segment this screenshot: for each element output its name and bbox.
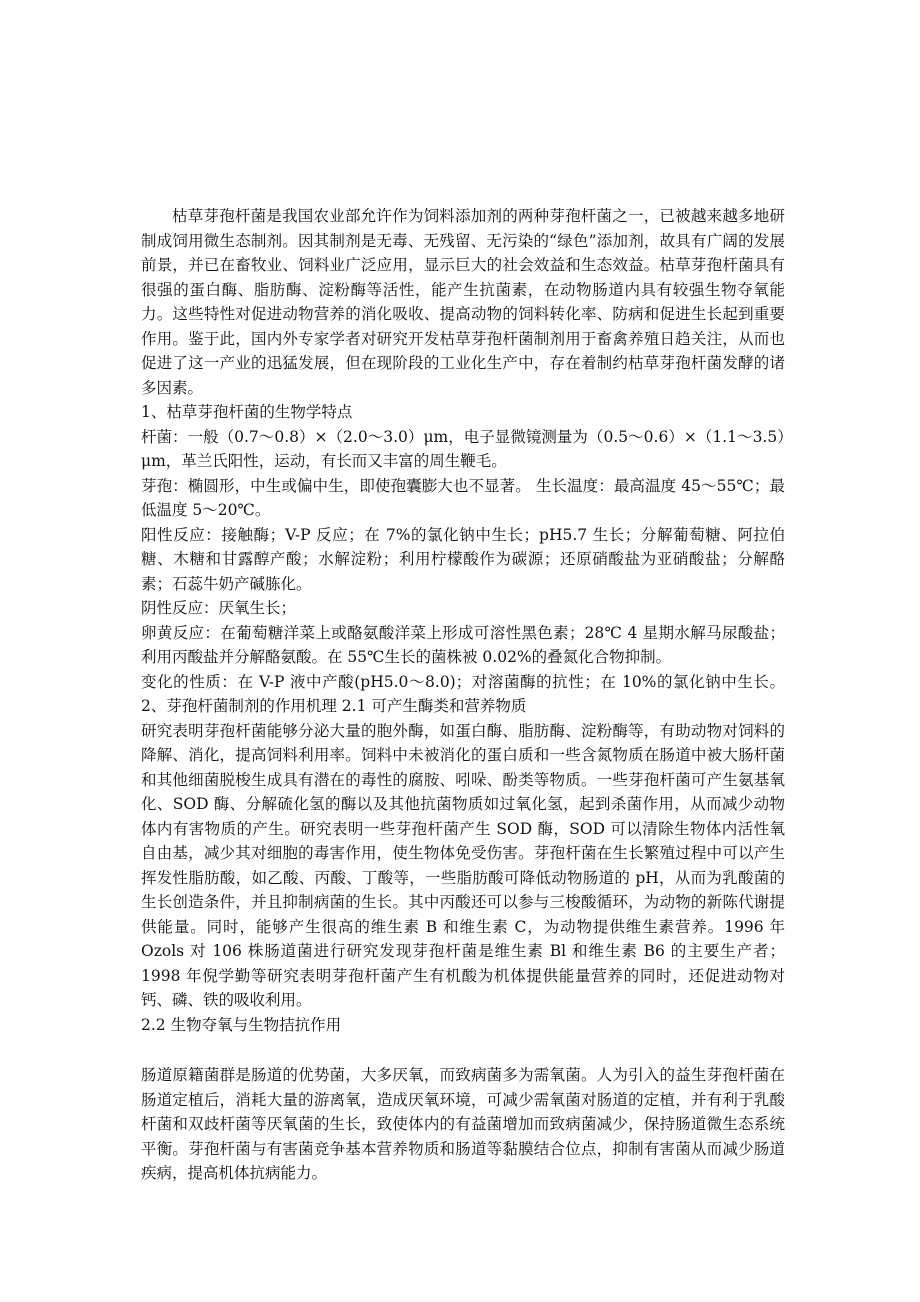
variable-properties-paragraph: 变化的性质：在 V-P 液中产酸(pH5.0～8.0)；对溶菌酶的抗性；在 10%的氯化钠中生长。2、芽孢杆菌制剂的作用机理 2.1 可产生酶类和营养物质 — [141, 672, 785, 715]
oxygen-paragraph: 肠道原籍菌群是肠道的优势菌，大多厌氧，而致病菌多为需氧菌。人为引入的益生芽孢杆菌在肠道定植后，消耗大量的游离氧，造成厌氧环境，可减少需氧菌对肠道的定植，并有利于乳酸杆菌和双歧杆菌等厌氧菌的生长，致使体内的有益菌增加而致病菌减少，保持肠道微生态系统平衡。芽孢杆菌与有害菌竞争基本营养物质和肠道等黏膜结合位点，抑制有害菌从而减少肠道疾病，提高机体抗病能力。 — [141, 1066, 785, 1182]
intro-paragraph: 枯草芽孢杆菌是我国农业部允许作为饲料添加剂的两种芽孢杆菌之一，已被越来越多地研制成饲用微生态制剂。因其制剂是无毒、无残留、无污染的“绿色”添加剂，故具有广阔的发展前景，并已在畜牧业、饲料业广泛应用，显示巨大的社会效益和生态效益。枯草芽孢杆菌具有很强的蛋白酶、脂肪酶、淀粉酶等活性，能产生抗菌素，在动物肠道内具有较强生物夺氧能力。这些特性对促进动物营养的消化吸收、提高动物的饲料转化率、防病和促进生长起到重要作用。鉴于此，国内外专家学者对研究开发枯草芽孢杆菌制剂用于畜禽养殖日趋关注，从而也促进了这一产业的迅猛发展，但在现阶段的工业化生产中，存在着制约枯草芽孢杆菌发酵的诸多因素。 — [141, 207, 785, 397]
positive-reaction-paragraph: 阳性反应：接触酶；V-P 反应；在 7%的氯化钠中生长；pH5.7 生长；分解葡萄糖、阿拉伯糖、木糖和甘露醇产酸；水解淀粉；利用柠檬酸作为碳源；还原硝酸盐为亚硝酸盐；分解酪素；石蕊牛奶产碱胨化。 — [141, 525, 785, 593]
blank-line — [141, 1037, 785, 1063]
rod-paragraph: 杆菌：一般（0.7～0.8）×（2.0～3.0）μm，电子显微镜测量为（0.5～0.6）×（1.1～3.5）μm，革兰氏阳性，运动，有长而又丰富的周生鞭毛。 — [141, 427, 785, 470]
yolk-reaction-paragraph: 卵黄反应：在葡萄糖洋菜上或酪氨酸洋菜上形成可溶性黑色素；28℃ 4 星期水解马尿酸盐；利用丙酸盐并分解酪氨酸。在 55℃生长的菌株被 0.02%的叠氮化合物抑制。 — [141, 623, 785, 666]
document-page — [141, 204, 785, 1186]
negative-reaction-paragraph: 阴性反应：厌氧生长； — [141, 599, 297, 617]
section-2-2-heading: 2.2 生物夺氧与生物拮抗作用 — [141, 1015, 342, 1034]
section-1-heading: 1、枯草芽孢杆菌的生物学特点 — [141, 403, 353, 421]
spore-paragraph: 芽孢：椭圆形，中生或偏中生，即使孢囊膨大也不显著。 生长温度：最高温度 45～55℃；最低温度 5～20℃。 — [141, 476, 785, 519]
research-paragraph: 研究表明芽孢杆菌能够分泌大量的胞外酶，如蛋白酶、脂肪酶、淀粉酶等，有助动物对饲料的降解、消化，提高饲料利用率。饲料中未被消化的蛋白质和一些含氮物质在肠道中被大肠杆菌和其他细菌脱梭生成具有潜在的毒性的腐胺、吲哚、酚类等物质。一些芽孢杆菌可产生氨基氧化、SOD 酶、分解硫化氢的酶以及其他抗菌物质如过氧化氢，起到杀菌作用，从而减少动物体内有害物质的产生。研究表明一些芽孢杆菌产生 SOD 酶，SOD 可以清除生物体内活性氧自由基，减少其对细胞的毒害作用，使生物体免受伤害。芽孢杆菌在生长繁殖过程中可以产生挥发性脂肪酸，如乙酸、丙酸、丁酸等，一些脂肪酸可降低动物肠道的 pH，从而为乳酸菌的生长创造条件，并且抑制病菌的生长。其中丙酸还可以参与三梭酸循环，为动物的新陈代谢提供能量。同时，能够产生很高的维生素 B 和维生素 C，为动物提供维生素营养。1996 年 Ozols 对 106 株肠道菌进行研究发现芽孢杆菌是维生素 Bl 和维生素 B6 的主要生产者；1998 年倪学勤等研究表明芽孢杆菌产生有机酸为机体提供能量营养的同时，还促进动物对钙、磷、铁的吸收利用。 — [141, 721, 785, 1009]
